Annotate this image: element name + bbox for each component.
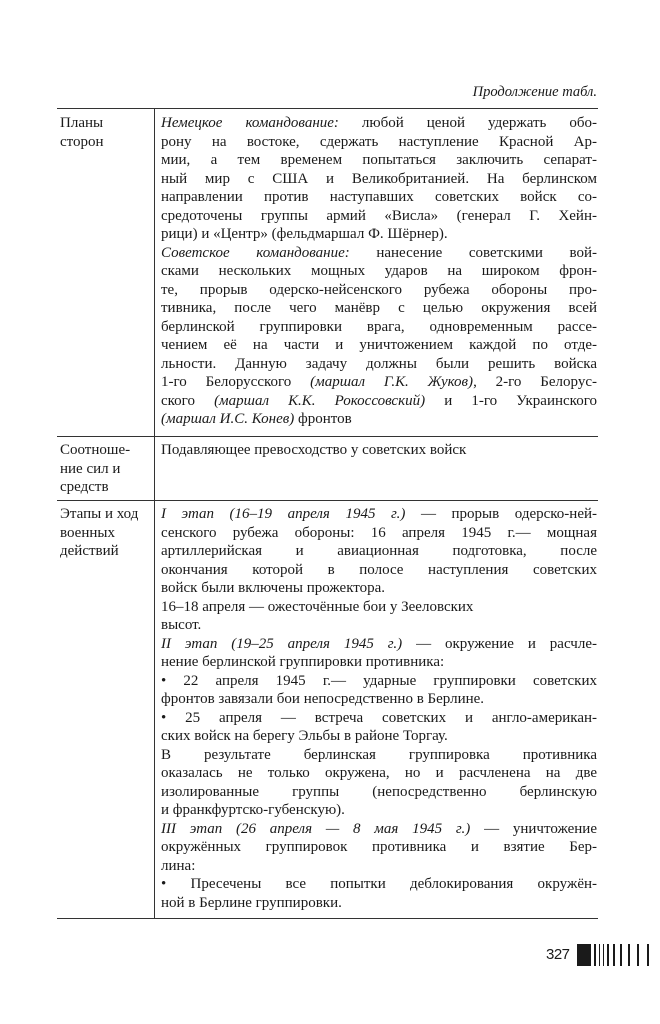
text-line bbox=[161, 114, 597, 133]
bar-stripe bbox=[577, 944, 591, 966]
text: изолированные группы (непосредственно берлинскую bbox=[161, 783, 597, 800]
text: мии, а тем временем попытаться заключить сепарат- bbox=[161, 152, 597, 168]
text: , 2-го Белорус- bbox=[473, 374, 597, 390]
table-bottom-rule bbox=[57, 918, 598, 919]
text-line bbox=[161, 894, 597, 913]
text-line bbox=[161, 727, 597, 746]
text-line bbox=[161, 225, 597, 244]
row-divider bbox=[57, 500, 598, 501]
page-edge-bar-decoration bbox=[577, 944, 660, 966]
italic-text: I этап (16–19 апреля 1945 г.) bbox=[161, 506, 406, 522]
italic-text: (маршал К.К. Рокоссовский) bbox=[214, 392, 426, 409]
text: • 22 апреля 1945 г.— ударные группировки советских bbox=[161, 672, 597, 689]
text: нанесение советскими вой- bbox=[349, 244, 598, 261]
text: льности. Данную задачу должны были решить войска bbox=[161, 355, 597, 372]
text-line bbox=[161, 133, 597, 152]
italic-text: Советское командование: bbox=[161, 244, 350, 261]
text-line bbox=[161, 801, 597, 820]
row-divider bbox=[57, 436, 598, 437]
text: • 25 апреля — встреча советских и англо-американ- bbox=[161, 709, 597, 726]
text-line bbox=[161, 709, 597, 728]
row-content bbox=[161, 505, 597, 912]
text-line bbox=[161, 838, 597, 857]
column-divider bbox=[154, 109, 155, 436]
text-line bbox=[161, 355, 597, 374]
text: лина: bbox=[161, 857, 196, 874]
label-line: военных bbox=[60, 524, 115, 541]
text-line bbox=[161, 690, 597, 709]
label-line: ние сил и bbox=[60, 460, 121, 477]
text: оказалась не только окружена, но и расчленена на две bbox=[161, 765, 597, 781]
bar-stripe bbox=[649, 944, 656, 966]
row-label bbox=[60, 505, 152, 561]
paragraph bbox=[161, 672, 597, 709]
text: и 1-го Украинского bbox=[425, 392, 597, 409]
paragraph bbox=[161, 598, 597, 617]
text-line bbox=[161, 207, 597, 226]
text-line bbox=[161, 524, 597, 543]
text: чением её на части и уничтожением каждой по отде- bbox=[161, 337, 597, 353]
table-top-rule bbox=[57, 108, 598, 109]
paragraph bbox=[161, 505, 597, 598]
text-line bbox=[161, 299, 597, 318]
text: — уничтожение bbox=[470, 820, 597, 837]
column-divider bbox=[154, 437, 155, 500]
text: 16–18 апреля — ожесточённые бои у Зееловских bbox=[161, 598, 474, 615]
bar-stripe bbox=[639, 944, 647, 966]
text: артиллерийская и авиационная подготовка, после bbox=[161, 543, 597, 559]
paragraph bbox=[161, 441, 597, 460]
text: фронтов завязали бои непосредственно в Берлине. bbox=[161, 691, 485, 707]
italic-text: (маршал Г.К. Жуков) bbox=[310, 374, 474, 390]
text: и франкфуртско-губенскую). bbox=[161, 802, 345, 818]
text-line bbox=[161, 244, 597, 263]
label-line: Соотноше- bbox=[60, 442, 131, 458]
text: сками нескольких мощных ударов на широком фрон- bbox=[161, 263, 597, 279]
row-content bbox=[161, 441, 597, 460]
row-content bbox=[161, 114, 597, 429]
table-continuation-caption: Продолжение табл. bbox=[472, 84, 597, 100]
label-line: действий bbox=[60, 543, 119, 559]
text: любой ценой удержать обо- bbox=[338, 115, 598, 131]
row-label bbox=[60, 441, 152, 497]
row-label bbox=[60, 114, 152, 151]
text: средоточены группы армий «Висла» (генерал Г. Хейн- bbox=[161, 207, 597, 224]
text: окончания которой в полосе наступления советских bbox=[161, 561, 597, 578]
text-line bbox=[161, 281, 597, 300]
text-line bbox=[161, 672, 597, 691]
italic-text: (маршал И.С. Конев) bbox=[161, 411, 295, 427]
paragraph bbox=[161, 875, 597, 912]
text: ских войск на берегу Эльбы в районе Торгау. bbox=[161, 728, 448, 744]
text-line bbox=[161, 170, 597, 189]
text-line bbox=[161, 151, 597, 170]
paragraph bbox=[161, 820, 597, 876]
text-line bbox=[161, 746, 597, 765]
text-line bbox=[161, 318, 597, 337]
text-line bbox=[161, 653, 597, 672]
text-line bbox=[161, 561, 597, 580]
text: фронтов bbox=[294, 411, 352, 427]
label-line: средств bbox=[60, 479, 109, 495]
text: — окружение и расчле- bbox=[402, 635, 597, 652]
text: рону на востоке, сдержать наступление Красной Ар- bbox=[161, 133, 597, 150]
text: ной в Берлине группировки. bbox=[161, 894, 342, 911]
italic-text: II этап (19–25 апреля 1945 г.) bbox=[161, 635, 403, 652]
text-line bbox=[161, 875, 597, 894]
italic-text: Немецкое командование: bbox=[161, 115, 339, 131]
text-line bbox=[161, 542, 597, 561]
text-line bbox=[161, 616, 597, 635]
text-line bbox=[161, 783, 597, 802]
text: сенского рубежа обороны: 16 апреля 1945 г.— мощная bbox=[161, 524, 597, 541]
paragraph bbox=[161, 616, 597, 635]
text-line bbox=[161, 764, 597, 783]
column-divider bbox=[154, 501, 155, 918]
text-line bbox=[161, 857, 597, 876]
text-line bbox=[161, 579, 597, 598]
text: ского bbox=[161, 392, 215, 409]
text: берлинской группировки врага, одновременным рассе- bbox=[161, 318, 597, 335]
label-line: Планы bbox=[60, 115, 104, 131]
paragraph bbox=[161, 709, 597, 746]
text: — прорыв одерско-ней- bbox=[405, 506, 598, 522]
text-line bbox=[161, 336, 597, 355]
text-line bbox=[161, 373, 597, 392]
text-line bbox=[161, 820, 597, 839]
paragraph bbox=[161, 746, 597, 820]
text: Подавляющее превосходство у советских войск bbox=[161, 442, 467, 458]
bar-stripe bbox=[630, 944, 637, 966]
text: направлении против наступавших советских войск со- bbox=[161, 189, 597, 205]
text: ный мир с США и Великобританией. На берлинском bbox=[161, 170, 597, 187]
label-line: Этапы и ход bbox=[60, 506, 139, 522]
text-line bbox=[161, 598, 597, 617]
page-number: 327 bbox=[546, 946, 570, 963]
label-line: сторон bbox=[60, 133, 104, 150]
text: тивника, после чего манёвр с целью окружения всей bbox=[161, 300, 597, 316]
paragraph bbox=[161, 635, 597, 672]
text: рици) и «Центр» (фельдмаршал Ф. Шёрнер). bbox=[161, 226, 448, 242]
text: высот. bbox=[161, 617, 202, 633]
text: окружённых группировок противника и взятие Бер- bbox=[161, 839, 597, 855]
italic-text: III этап (26 апреля — 8 мая 1945 г.) bbox=[161, 820, 471, 837]
text: нение берлинской группировки противника: bbox=[161, 654, 445, 670]
text-line bbox=[161, 188, 597, 207]
paragraph bbox=[161, 114, 597, 244]
text: • Пресечены все попытки деблокирования окружён- bbox=[161, 876, 597, 892]
text-line bbox=[161, 392, 597, 411]
text-line bbox=[161, 505, 597, 524]
text: 1-го Белорусского bbox=[161, 374, 311, 390]
text-line bbox=[161, 262, 597, 281]
text-line bbox=[161, 410, 597, 429]
text-line bbox=[161, 441, 597, 460]
paragraph bbox=[161, 244, 597, 429]
text-line bbox=[161, 635, 597, 654]
text: войск были включены прожектора. bbox=[161, 580, 386, 596]
text: В результате берлинская группировка противника bbox=[161, 746, 597, 763]
text: те, прорыв одерско-нейсенского рубежа обороны про- bbox=[161, 281, 597, 298]
